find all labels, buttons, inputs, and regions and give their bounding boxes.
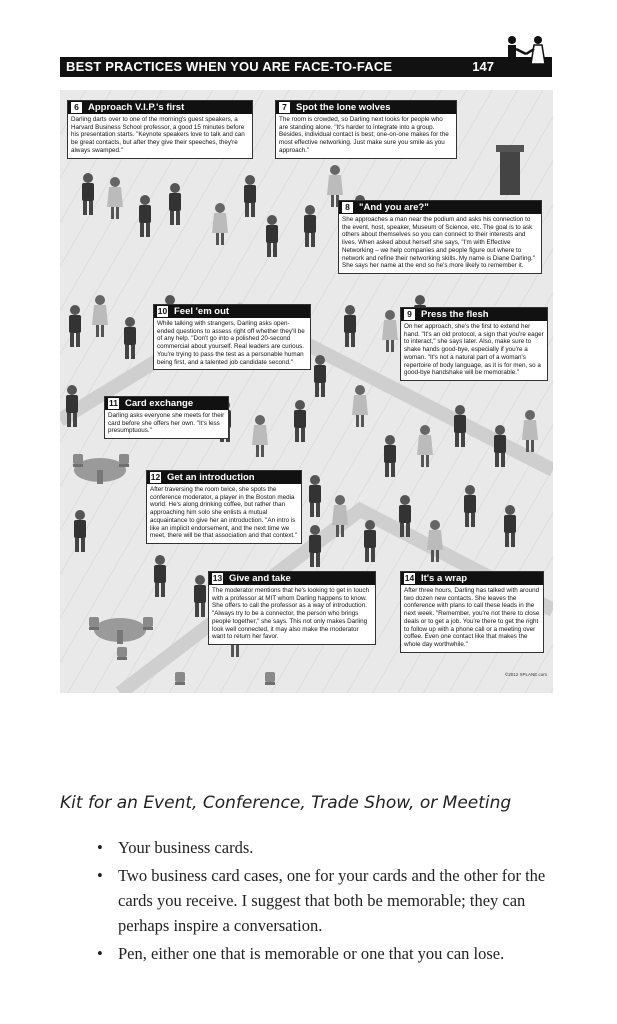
callout-body: Darling asks everyone she meets for their card before she offers her own. "It's less presumptuous." (108, 412, 225, 435)
kit-list (97, 835, 567, 969)
header-title: BEST PRACTICES WHEN YOU ARE FACE-TO-FACE (66, 59, 393, 74)
handshake-icon (498, 34, 554, 78)
callout-title: Press the flesh (421, 309, 489, 320)
page-number: 147 (472, 59, 494, 74)
callout-number: 12 (150, 472, 161, 482)
callout-number: 13 (212, 573, 223, 583)
callout-number: 10 (157, 306, 168, 316)
callout-body: The moderator mentions that he's looking to get in touch with a professor at MIT whom Darling happens to know. She offers to call the professor as a way of introduction. "Always try to be a connector, the person who brings people together," she says. This not only makes Darling look well connected, it may also make the moderator want to return her favor. (212, 587, 369, 641)
callout-title: Feel 'em out (174, 306, 230, 317)
callout-7 (275, 100, 457, 159)
callout-12 (146, 470, 302, 544)
callout-title: Spot the lone wolves (296, 102, 391, 113)
callout-13 (208, 571, 376, 645)
callout-body: Darling darts over to one of the morning's guest speakers, a Harvard Business School professor, a good 15 minutes before his presentation starts. "Keynote speakers love to talk and can be great contacts, but after they give their speeches, they're always swamped." (71, 116, 245, 154)
callout-body: The room is crowded, so Darling next looks for people who are standing alone. "It's harder to integrate into a group. Besides, individual contact is best; one-on-one makes for the most effective networking. Just make sure you smile as you approach." (279, 116, 449, 154)
callout-body: While talking with strangers, Darling asks open-ended questions to assess right off whether they'll be of any help. "Don't go into a polished 20-second commercial about yourself. Real leaders are curious. You're trying to pass the test as a personable human being first, and a talented job candidate second." (157, 320, 305, 366)
callout-number: 14 (404, 573, 415, 583)
callout-body: After traversing the room twice, she spots the conference moderator, a player in the Boston media world. He's along drinking coffee, but rather than approaching him solo she enlists a mutual acquaintance to give her an introduction. "An intro is like an implicit endorsement, and the next time we meet, there will be that association and that context." (150, 486, 298, 540)
networking-infographic (60, 90, 553, 693)
callout-title: Approach V.I.P.'s first (88, 102, 185, 113)
callout-11 (104, 396, 229, 439)
list-item: • Pen, either one that is memorable or one that you can lose. (97, 941, 567, 966)
callout-body: After three hours, Darling has talked with around two dozen new contacts. She leaves the conference with plans to call these leads in the next week. "Remember, you're not there to close deals or to get a job. You're there to get the right to follow up with a phone call or a meeting over coffee. Even one contact like that makes the whole day worthwhile." (404, 587, 540, 648)
callout-6 (67, 100, 253, 159)
callout-number: 6 (71, 102, 82, 113)
infographic-copyright: ©2012 XPLANE.com (504, 672, 547, 677)
callout-number: 7 (279, 102, 290, 113)
callout-title: Give and take (229, 573, 291, 584)
callout-9 (400, 307, 548, 381)
section-title: Kit for an Event, Conference, Trade Show, or Meeting (60, 793, 512, 813)
callout-number: 8 (342, 202, 353, 213)
callout-body: She approaches a man near the podium and asks his connection to the event, host, speaker, Museum of Science, etc. The goal is to ask others about themselves so you can connect to their interests and lives. When asked about herself she says, "I'm with Effective Networking – we help companies and people figure out where to network and refine their networking skills. My name is Diane Darling." She says her name at the end so he's more likely to remember it. (342, 216, 535, 270)
callout-title: Get an introduction (167, 472, 255, 483)
list-item: • Your business cards. (97, 835, 567, 860)
callout-title: Card exchange (125, 398, 194, 409)
callout-title: It's a wrap (421, 573, 468, 584)
callout-number: 9 (404, 309, 415, 320)
callout-14 (400, 571, 544, 653)
list-item: • Two business card cases, one for your cards and the other for the cards you receive. I suggest that both be memorable; they can perhaps inspire a conversation. (97, 863, 567, 938)
callout-8 (338, 200, 542, 274)
callout-number: 11 (109, 398, 118, 408)
callout-10 (153, 304, 311, 370)
callout-body: On her approach, she's the first to extend her hand. "It's an old protocol, a sign that you're eager to interact," she says later. Also, make sure to shake hands good-bye, especially if you're a woman. "It's not a natural part of a woman's repertoire of body language, as it is for men, so a good-bye handshake will be memorable." (404, 323, 544, 377)
page-header (60, 57, 552, 77)
callout-title: "And you are?" (359, 202, 429, 213)
